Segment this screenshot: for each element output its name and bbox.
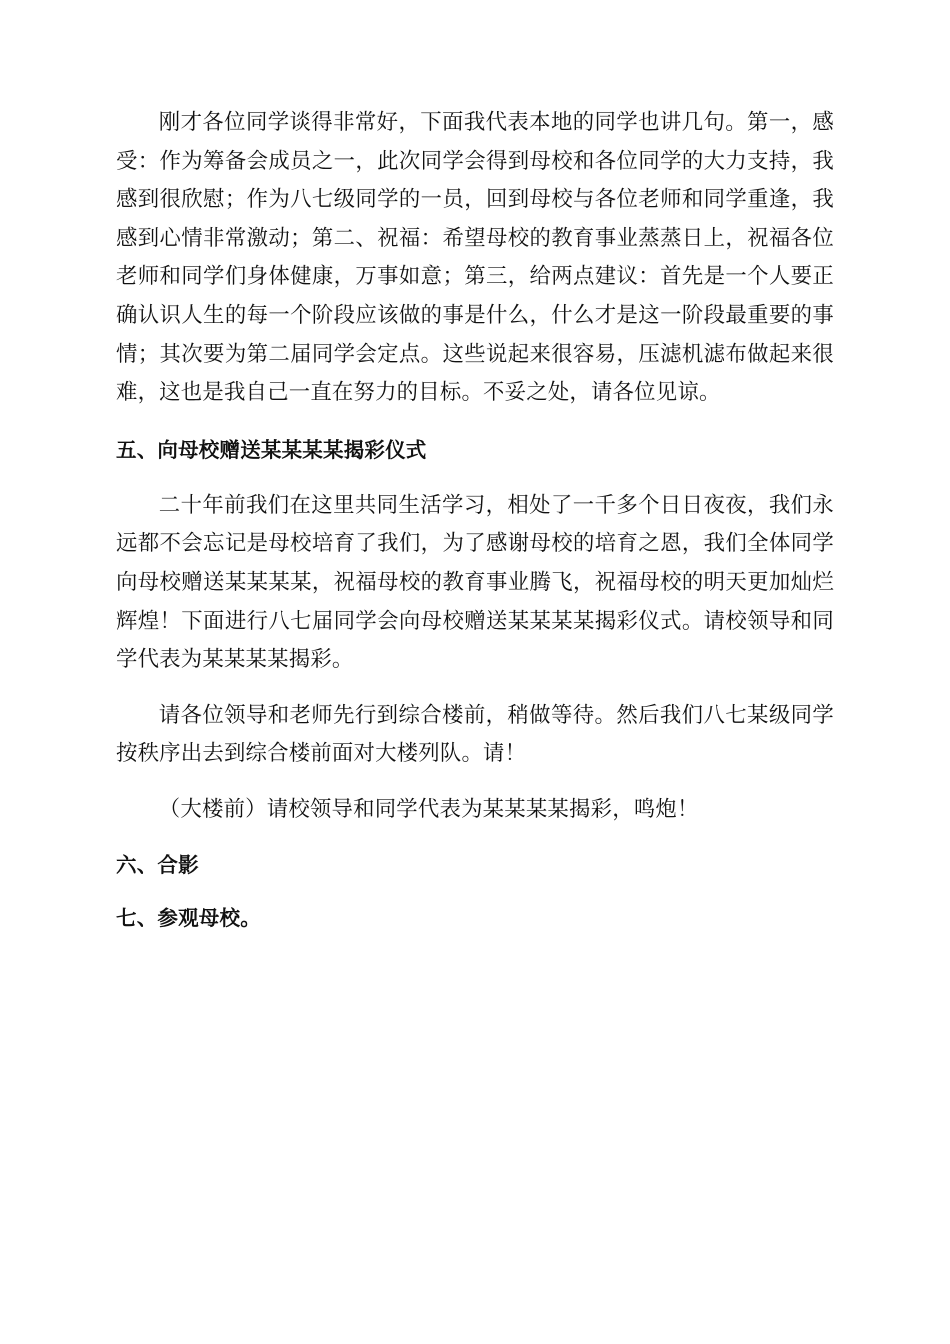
section-heading-6: 六、合影 — [116, 852, 199, 877]
section-heading-5: 五、向母校赠送某某某某揭彩仪式 — [116, 437, 427, 462]
section-heading-7: 七、参观母校。 — [116, 905, 261, 930]
document-body — [116, 104, 834, 937]
speech-paragraph: 刚才各位同学谈得非常好，下面我代表本地的同学也讲几句。第一，感受：作为筹备会成员之一，此次同学会得到母校和各位同学的大力支持，我感到很欣慰；作为八七级同学的一员，回到母校与各位老师和同学重逢，我感到心情非常激动；第二、祝福：希望母校的教育事业蒸蒸日上，祝福各位老师和同学们身体健康，万事如意；第三，给两点建议：首先是一个人要正确认识人生的每一个阶段应该做的事是什么，什么才是这一阶段最重要的事情；其次要为第二届同学会定点。这些说起来很容易，压滤机滤布做起来很难，这也是我自己一直在努力的目标。不妥之处，请各位见谅。 — [116, 110, 834, 406]
unveiling-paragraph: （大楼前）请校领导和同学代表为某某某某揭彩，鸣炮！ — [158, 796, 699, 822]
instruction-paragraph: 请各位领导和老师先行到综合楼前，稍做等待。然后我们八七某级同学按秩序出去到综合楼前面对大楼列队。请！ — [116, 702, 834, 767]
ceremony-paragraph: 二十年前我们在这里共同生活学习，相处了一千多个日日夜夜，我们永远都不会忘记是母校培育了我们，为了感谢母校的培育之恩，我们全体同学向母校赠送某某某某，祝福母校的教育事业腾飞，祝福母校的明天更加灿烂辉煌！下面进行八七届同学会向母校赠送某某某某揭彩仪式。请校领导和同学代表为某某某某揭彩。 — [116, 492, 834, 673]
